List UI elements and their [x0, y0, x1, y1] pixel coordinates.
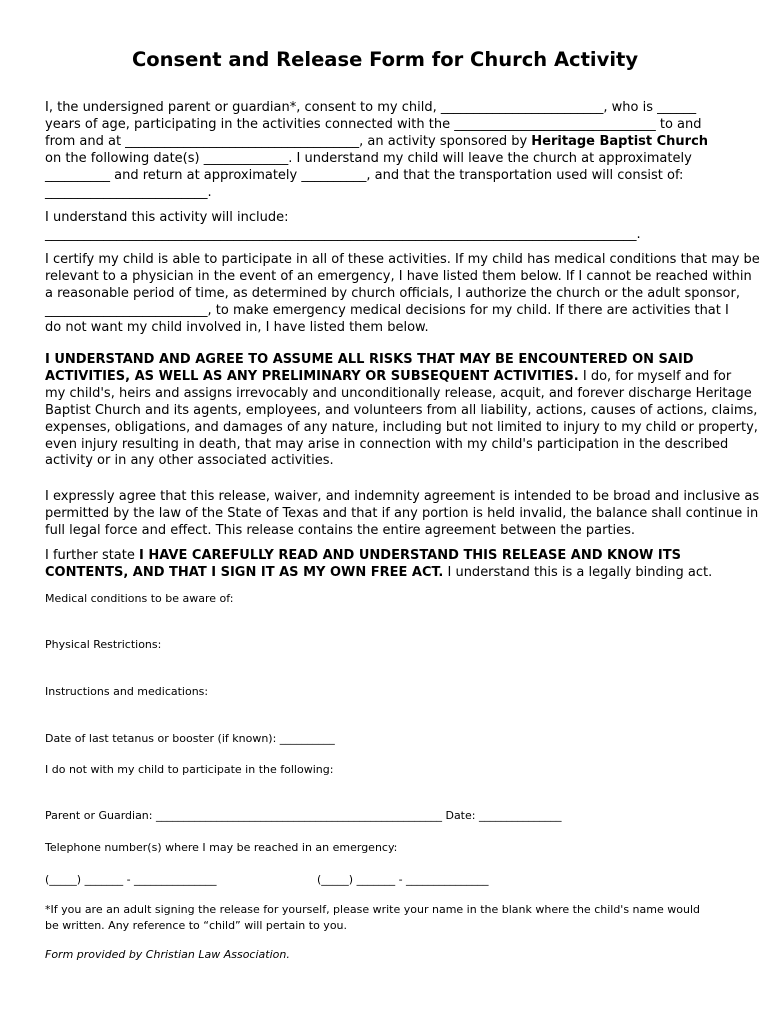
footnote	[45, 902, 735, 933]
waiver-paragraph	[45, 488, 760, 539]
phone-field-1: (_____) _______ - _______________	[45, 873, 217, 886]
form-title: Consent and Release Form for Church Activity	[131, 48, 639, 71]
consent-line: years of age, participating in the activities connected with the _______________________________ to and	[45, 117, 702, 132]
risk-line-text: I do, for myself and for	[578, 368, 732, 384]
footnote-line: *If you are an adult signing the release for yourself, please write your name in the blank where the child's name would	[45, 903, 700, 916]
phone-fields	[45, 872, 735, 888]
medical-conditions-label: Medical conditions to be aware of:	[45, 592, 234, 605]
activity-label: I understand this activity will include:	[45, 210, 289, 225]
risk-line: Baptist Church and its agents, employees, and volunteers from all liability, actions, causes of actions, claims,	[45, 402, 758, 418]
certify-line: I certify my child is able to participate in all of these activities. If my child has medical conditions that may be	[45, 252, 760, 267]
consent-line-text: from and at ____________________________________, an activity sponsored by	[45, 134, 528, 149]
risk-bold-text: I UNDERSTAND AND AGREE TO ASSUME ALL RISKS THAT MAY BE ENCOUNTERED ON SAID	[45, 352, 694, 367]
church-name: Heritage Baptist Church	[531, 134, 709, 149]
consent-line	[45, 133, 735, 150]
further-prefix: I further state	[45, 548, 140, 563]
tetanus-field: Date of last tetanus or booster (if known): __________	[45, 732, 335, 745]
risk-paragraph	[45, 352, 758, 470]
activity-section	[45, 209, 735, 243]
risk-line: even injury resulting in death, that may arise in connection with my child's participation in the described	[45, 436, 729, 452]
further-bold-text: I HAVE CAREFULLY READ AND UNDERSTAND THIS RELEASE AND KNOW ITS	[139, 548, 681, 563]
consent-line: _________________________.	[45, 185, 212, 200]
phone-field-2: (_____) _______ - _______________	[317, 873, 489, 886]
further-paragraph	[45, 547, 735, 581]
further-bold-text: CONTENTS, AND THAT I SIGN IT AS MY OWN FREE ACT.	[45, 565, 444, 580]
further-line	[45, 547, 735, 564]
certify-line: _________________________, to make emergency medical decisions for my child. If there are activities that I	[45, 303, 729, 318]
consent-line: on the following date(s) _____________. I understand my child will leave the church at approximately	[45, 151, 692, 166]
certify-paragraph	[45, 251, 760, 336]
risk-bold-line	[45, 352, 735, 369]
consent-line: __________ and return at approximately __________, and that the transportation used will consist of:	[45, 168, 684, 183]
consent-paragraph	[45, 99, 735, 201]
waiver-line: permitted by the law of the State of Texas and that if any portion is held invalid, the balance shall continue in	[45, 506, 759, 521]
risk-bold-text: ACTIVITIES, AS WELL AS ANY PRELIMINARY OR SUBSEQUENT ACTIVITIES.	[45, 368, 579, 384]
not-participate-label: I do not with my child to participate in the following:	[45, 763, 334, 776]
form-credit: Form provided by Christian Law Association.	[45, 948, 290, 961]
certify-line: do not want my child involved in, I have listed them below.	[45, 320, 429, 335]
waiver-line: I expressly agree that this release, waiver, and indemnity agreement is intended to be broad and inclusive as	[45, 489, 760, 504]
certify-line: a reasonable period of time, as determined by church officials, I authorize the church or the adult sponsor,	[45, 286, 740, 301]
activity-blank: ___________________________________________________________________________________________.	[45, 227, 641, 242]
risk-line: activity or in any other associated activities.	[45, 453, 334, 469]
risk-line: my child's, heirs and assigns irrevocably and unconditionally release, acquit, and forever discharge Heritage	[45, 385, 752, 401]
further-line	[45, 564, 735, 581]
risk-bold-line	[45, 369, 735, 386]
instructions-label: Instructions and medications:	[45, 685, 209, 698]
consent-line: I, the undersigned parent or guardian*, consent to my child, _________________________, who is ______	[45, 100, 697, 115]
footnote-line: be written. Any reference to “child” will pertain to you.	[45, 918, 348, 932]
certify-line: relevant to a physician in the event of an emergency, I have listed them below. If I cannot be reached within	[45, 269, 752, 284]
parent-signature-field: Parent or Guardian: ____________________________________________________ Date: _______________	[45, 809, 562, 822]
further-suffix: I understand this is a legally binding act.	[443, 565, 713, 580]
telephone-label: Telephone number(s) where I may be reached in an emergency:	[45, 841, 398, 854]
risk-line: expenses, obligations, and damages of any nature, including but not limited to injury to my child or property,	[45, 419, 758, 435]
waiver-line: full legal force and effect. This release contains the entire agreement between the parties.	[45, 523, 636, 538]
physical-restrictions-label: Physical Restrictions:	[45, 638, 162, 651]
